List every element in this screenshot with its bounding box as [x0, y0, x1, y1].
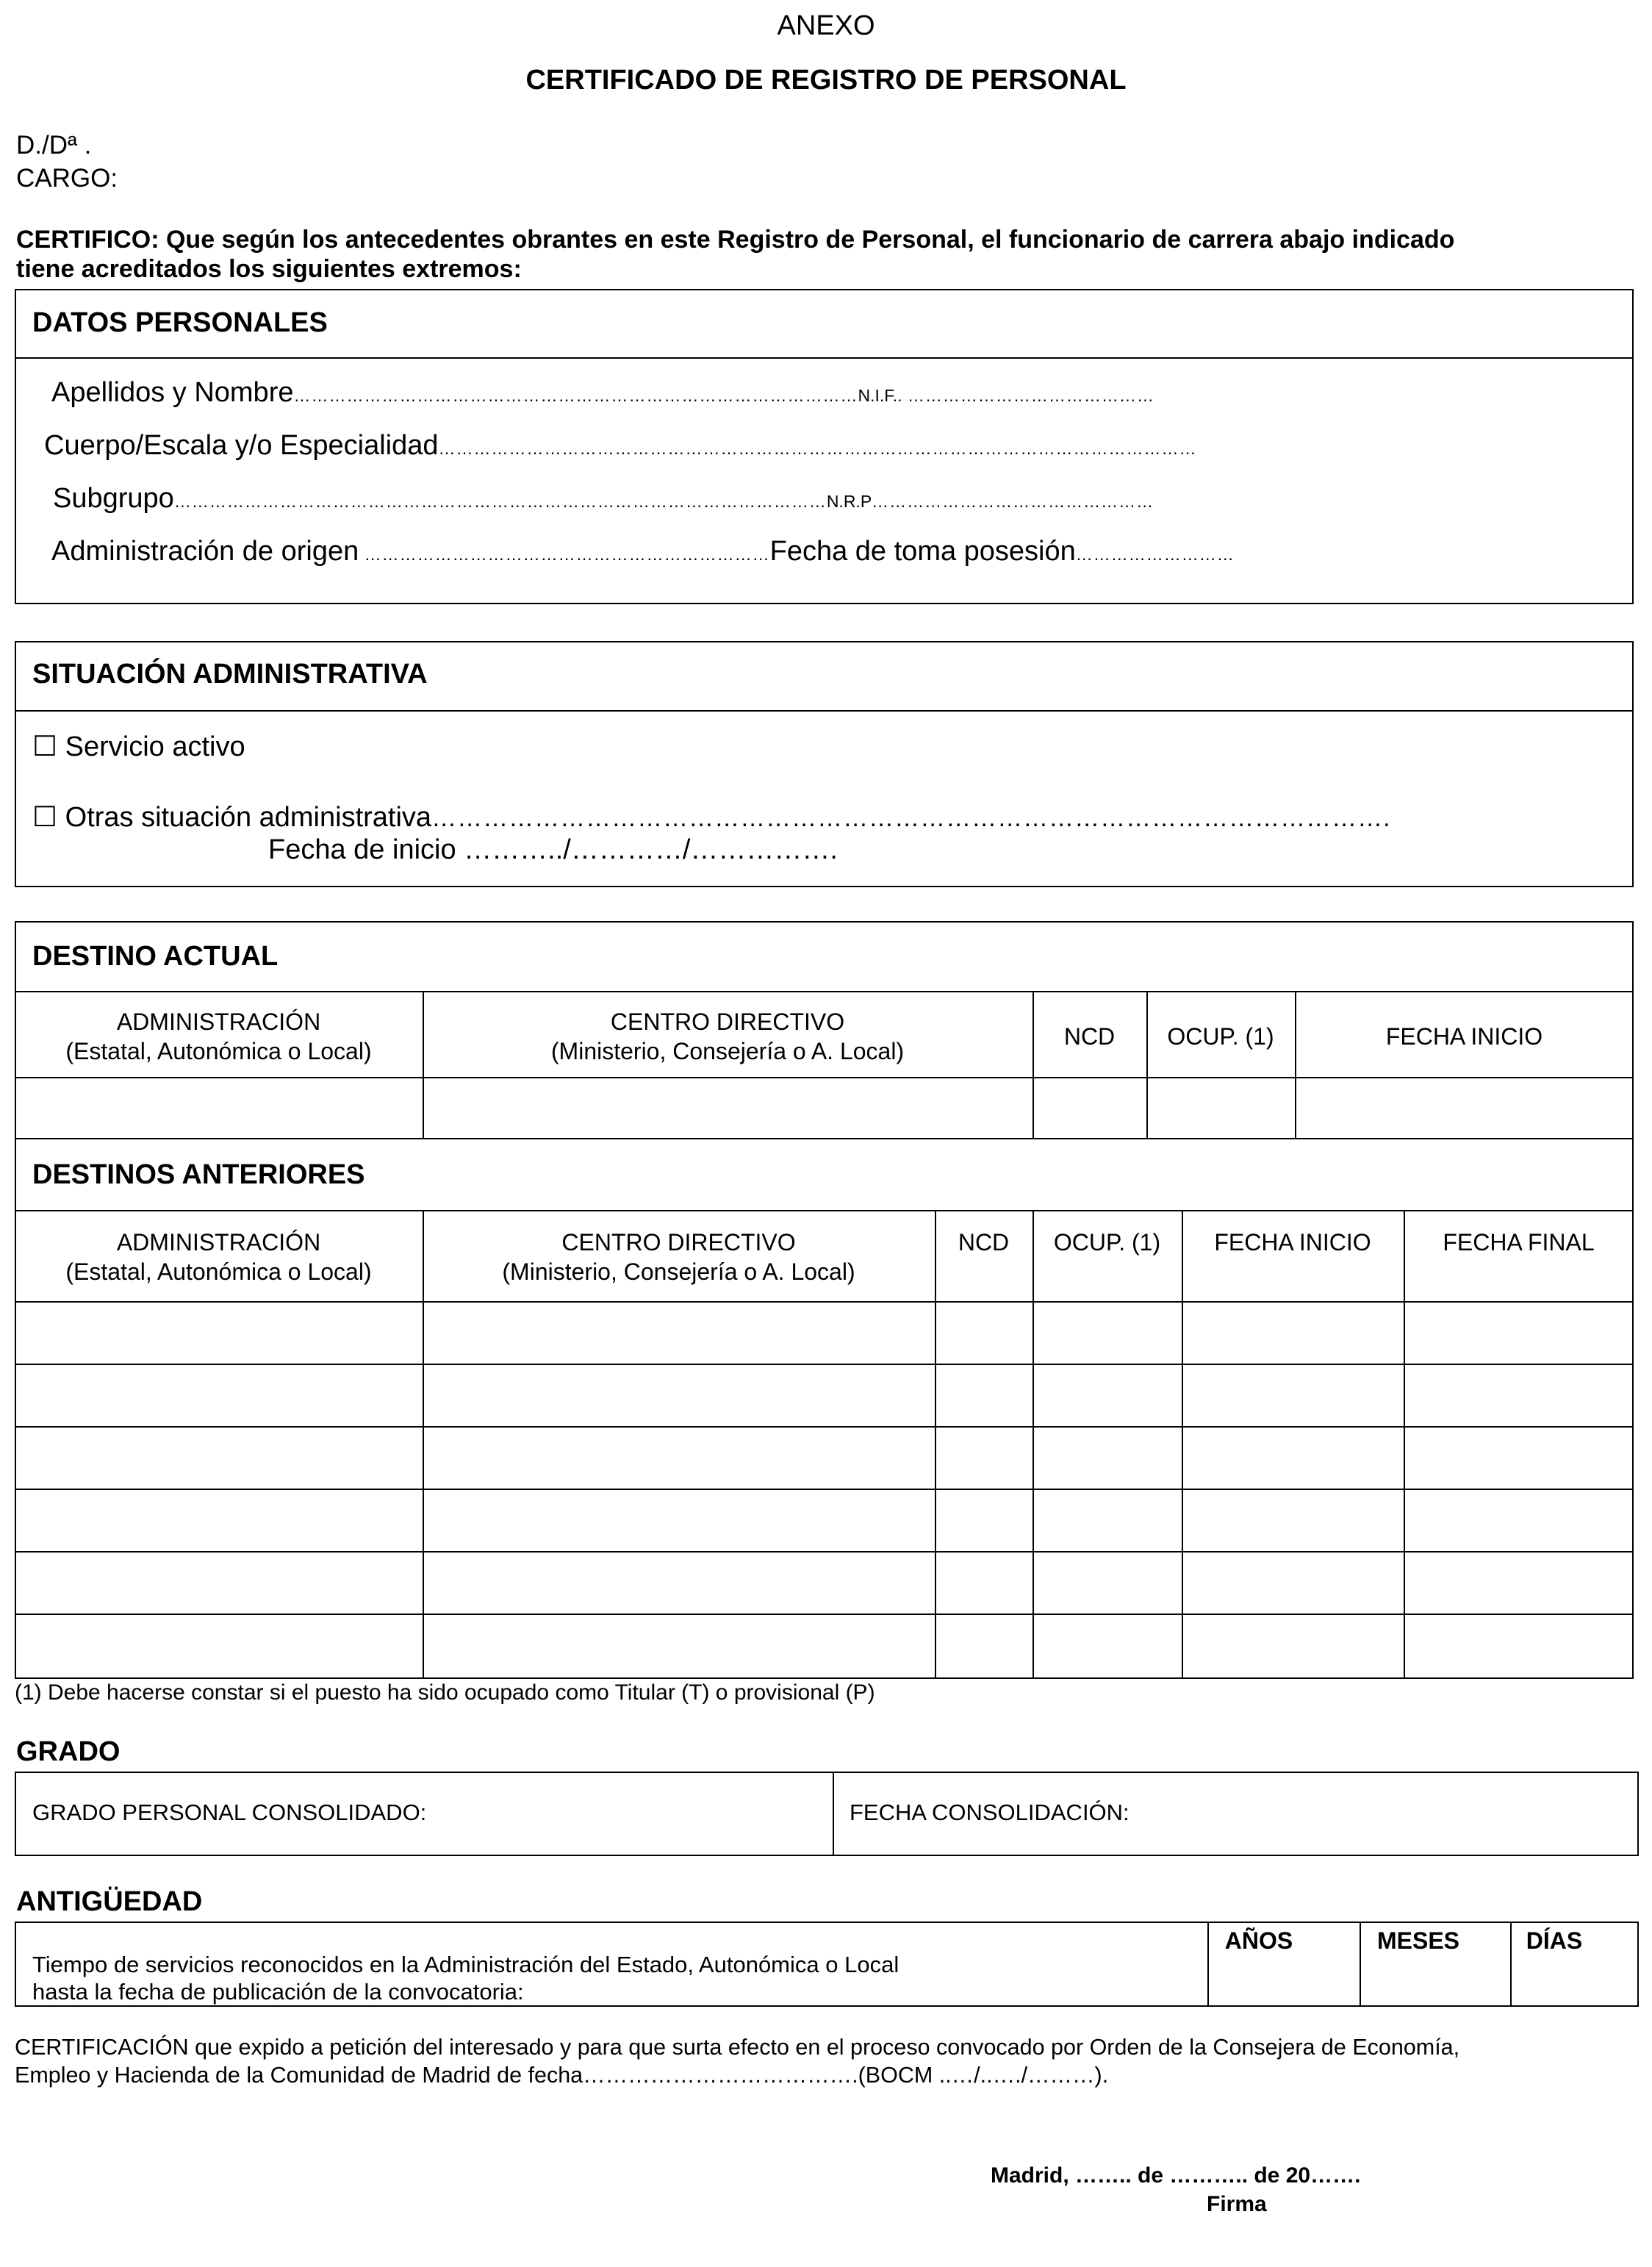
- apellidos-field[interactable]: [51, 377, 1154, 409]
- table-row: [15, 1489, 1634, 1490]
- divider: [935, 1210, 936, 1679]
- admin-origen-dots: ……………………………………………………………: [359, 545, 770, 564]
- divider: [15, 357, 1634, 359]
- dd-label: D./Dª .: [16, 131, 92, 160]
- col-administracion: [15, 1228, 423, 1286]
- fecha-posesion-dots: ………………………: [1075, 545, 1235, 564]
- subgrupo-label: Subgrupo: [53, 483, 174, 514]
- col-centro-line1: CENTRO DIRECTIVO: [610, 1009, 845, 1035]
- table-row: [15, 1364, 1634, 1365]
- checkbox-icon[interactable]: ☐: [32, 731, 58, 762]
- subgrupo-dots: …………………………………………………………………………………………………: [173, 492, 827, 511]
- otras-situacion-option[interactable]: [32, 801, 1391, 834]
- divider: [1032, 1210, 1034, 1679]
- otras-situacion-dots: ………………………………………………………………………………………………….: [431, 804, 1391, 832]
- divider: [15, 1301, 1634, 1303]
- divider: [15, 710, 1634, 712]
- divider: [833, 1772, 834, 1856]
- col-fecha-final: FECHA FINAL: [1443, 1229, 1595, 1256]
- col-centro-line2: (Ministerio, Consejería o A. Local): [550, 1038, 905, 1064]
- antiguedad-title: ANTIGÜEDAD: [16, 1886, 203, 1917]
- col-ocup: OCUP. (1): [1053, 1229, 1161, 1256]
- checkbox-icon[interactable]: ☐: [32, 802, 58, 833]
- certificacion-line1: CERTIFICACIÓN que expido a petición del interesado y para que surta efecto en el proceso convocado por Orden de la Consejera de Economía,: [15, 2035, 1460, 2060]
- divider: [1295, 991, 1296, 1138]
- nif-dots: ……………………………………: [902, 386, 1154, 405]
- place-date: Madrid, …….. de ……….. de 20…….: [991, 2163, 1361, 2188]
- col-meses: MESES: [1376, 1927, 1460, 1954]
- col-ocup: OCUP. (1): [1167, 1023, 1274, 1050]
- divider: [1404, 1210, 1405, 1679]
- divider: [1182, 1210, 1183, 1679]
- col-administracion-line1: ADMINISTRACIÓN: [116, 1229, 321, 1256]
- divider: [15, 991, 1634, 992]
- servicio-activo-label: Servicio activo: [65, 731, 245, 762]
- col-centro-line2: (Ministerio, Consejería o A. Local): [502, 1258, 855, 1285]
- servicio-activo-option[interactable]: [32, 730, 245, 763]
- table-row: [15, 1426, 1634, 1428]
- destino-actual-title: DESTINO ACTUAL: [32, 941, 279, 972]
- subgrupo-field[interactable]: [53, 483, 1154, 515]
- col-administracion-line2: (Estatal, Autonómica o Local): [65, 1258, 372, 1285]
- col-administracion: [15, 1007, 423, 1066]
- col-centro-line1: CENTRO DIRECTIVO: [561, 1229, 796, 1256]
- footnote: (1) Debe hacerse constar si el puesto ha sido ocupado como Titular (T) o provisional (P): [15, 1680, 875, 1705]
- col-centro-directivo: [423, 1228, 935, 1286]
- col-dias: DÍAS: [1526, 1927, 1583, 1954]
- nif-label: N.I.F..: [858, 386, 902, 405]
- destinos-anteriores-title: DESTINOS ANTERIORES: [32, 1159, 365, 1190]
- cargo-label: CARGO:: [16, 164, 118, 193]
- annex-label: ANEXO: [777, 10, 875, 41]
- fecha-consolidacion-label[interactable]: FECHA CONSOLIDACIÓN:: [850, 1799, 1130, 1825]
- divider: [15, 1210, 1634, 1211]
- certificacion-line2: Empleo y Hacienda de la Comunidad de Madrid de fecha……………………………….(BOCM ..…/..…./………).: [15, 2063, 1109, 2088]
- divider: [1032, 991, 1034, 1138]
- datos-personales-title: DATOS PERSONALES: [32, 307, 328, 338]
- apellidos-dots: ……………………………………………………………………………………: [293, 386, 858, 405]
- antiguedad-desc-line2: hasta la fecha de publicación de la convocatoria:: [32, 1979, 524, 2005]
- admin-origen-field[interactable]: [51, 536, 1235, 567]
- divider: [1146, 991, 1148, 1138]
- table-row: [15, 1614, 1634, 1615]
- col-fecha-inicio: FECHA INICIO: [1214, 1229, 1371, 1256]
- cuerpo-field[interactable]: [44, 430, 1197, 462]
- nrp-dots: …………………………………………: [872, 492, 1154, 511]
- grado-consolidado-label[interactable]: GRADO PERSONAL CONSOLIDADO:: [32, 1799, 427, 1825]
- col-administracion-line2: (Estatal, Autonómica o Local): [65, 1038, 372, 1064]
- col-ncd: NCD: [1063, 1023, 1116, 1050]
- firma-label: Firma: [1207, 2192, 1267, 2216]
- col-administracion-line1: ADMINISTRACIÓN: [116, 1009, 321, 1035]
- fecha-posesion-label: Fecha de toma posesión: [769, 536, 1076, 567]
- situacion-title: SITUACIÓN ADMINISTRATIVA: [32, 659, 428, 690]
- cuerpo-dots: …………………………………………………………………………………………………………………: [438, 439, 1197, 458]
- divider: [15, 1077, 1634, 1078]
- nrp-label: N.R.P: [826, 492, 872, 511]
- divider: [15, 1138, 1634, 1139]
- grado-title: GRADO: [16, 1736, 121, 1767]
- otras-situacion-label: Otras situación administrativa: [65, 802, 432, 833]
- fecha-inicio-situacion[interactable]: Fecha de inicio ………../…………/…………….: [268, 834, 838, 865]
- cuerpo-label: Cuerpo/Escala y/o Especialidad: [44, 430, 439, 461]
- admin-origen-label: Administración de origen: [51, 536, 359, 567]
- certifico-text-line1: CERTIFICO: Que según los antecedentes obrantes en este Registro de Personal, el funcionario de carrera abajo indicado: [16, 226, 1455, 254]
- col-anos: AÑOS: [1224, 1927, 1293, 1954]
- certifico-text-line2: tiene acreditados los siguientes extremos:: [16, 255, 522, 283]
- col-ncd: NCD: [958, 1229, 1010, 1256]
- table-row: [15, 1551, 1634, 1552]
- antiguedad-desc-line1: Tiempo de servicios reconocidos en la Administración del Estado, Autonómica o Local: [32, 1952, 899, 1977]
- col-centro-directivo: [423, 1007, 1032, 1066]
- apellidos-label: Apellidos y Nombre: [51, 377, 294, 408]
- page-title: CERTIFICADO DE REGISTRO DE PERSONAL: [525, 65, 1127, 96]
- col-fecha-inicio: FECHA INICIO: [1385, 1023, 1543, 1050]
